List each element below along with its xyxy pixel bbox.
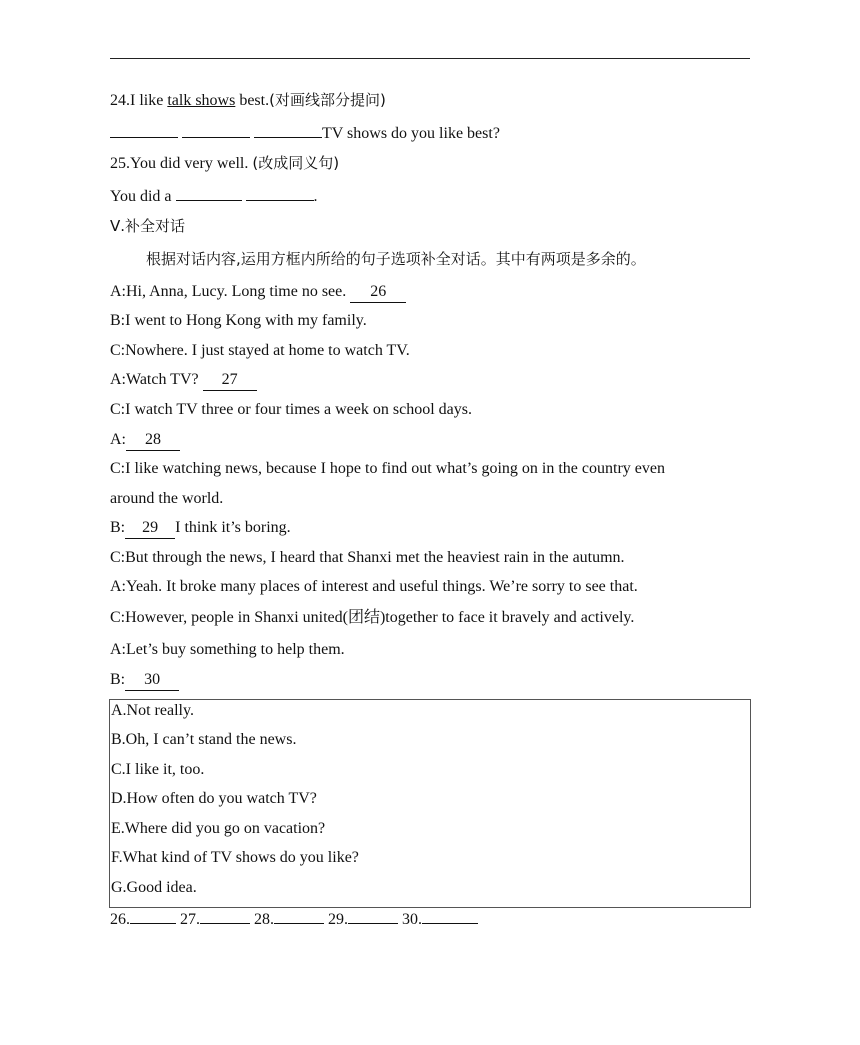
q24-prefix: 24.I like bbox=[110, 92, 168, 109]
blank-30[interactable]: 30 bbox=[125, 670, 179, 691]
dialogue-text: I think it’s boring. bbox=[175, 519, 291, 536]
q24-blank-1[interactable] bbox=[110, 122, 178, 138]
header-rule bbox=[110, 58, 750, 59]
q25-blank-1[interactable] bbox=[176, 185, 242, 201]
answer-blank-27[interactable] bbox=[200, 908, 250, 924]
answer-label-28: 28. bbox=[254, 911, 274, 928]
dialogue-line: B:I went to Hong Kong with my family. bbox=[110, 312, 367, 329]
q24-underlined-phrase: talk shows bbox=[167, 92, 236, 109]
answer-label-30: 30. bbox=[402, 911, 422, 928]
blank-28[interactable]: 28 bbox=[126, 430, 180, 451]
dialogue-text: B: bbox=[110, 671, 126, 688]
dialogue-line bbox=[110, 430, 180, 451]
dialogue-line: C:I watch TV three or four times a week on school days. bbox=[110, 401, 472, 418]
dialogue-line bbox=[110, 370, 257, 391]
option-f: F.What kind of TV shows do you like? bbox=[111, 849, 359, 866]
q24-instruction: (对画线部分提问) bbox=[269, 91, 386, 109]
option-d: D.How often do you watch TV? bbox=[111, 790, 317, 807]
question-25 bbox=[110, 153, 339, 174]
question-24 bbox=[110, 90, 386, 111]
answer-label-27: 27. bbox=[180, 911, 200, 928]
answer-label-26: 26. bbox=[110, 911, 130, 928]
q25-blank-2[interactable] bbox=[246, 185, 314, 201]
section-instruction: 根据对话内容,运用方框内所给的句子选项补全对话。其中有两项是多余的。 bbox=[146, 250, 646, 268]
dialogue-line: C:However, people in Shanxi united(团结)together to face it bravely and actively. bbox=[110, 609, 635, 626]
blank-27[interactable]: 27 bbox=[203, 370, 257, 391]
dialogue-line: A:Let’s buy something to help them. bbox=[110, 641, 345, 658]
answer-label-29: 29. bbox=[328, 911, 348, 928]
option-b: B.Oh, I can’t stand the news. bbox=[111, 731, 297, 748]
q24-suffix: best. bbox=[235, 92, 270, 109]
blank-26[interactable]: 26 bbox=[350, 282, 406, 303]
answer-blank-30[interactable] bbox=[422, 908, 478, 924]
q25-instruction: (改成同义句) bbox=[252, 154, 340, 172]
option-a: A.Not really. bbox=[111, 702, 194, 719]
q25-prompt: 25.You did very well. bbox=[110, 155, 253, 172]
option-c: C.I like it, too. bbox=[111, 761, 205, 778]
dialogue-line: A:Yeah. It broke many places of interest and useful things. We’re sorry to see that. bbox=[110, 578, 638, 595]
dialogue-line: C:But through the news, I heard that Shanxi met the heaviest rain in the autumn. bbox=[110, 549, 625, 566]
q25-answer-end: . bbox=[313, 188, 318, 205]
blank-29[interactable]: 29 bbox=[125, 518, 175, 539]
section-title: Ⅴ.补全对话 bbox=[110, 217, 186, 235]
q24-blank-3[interactable] bbox=[254, 122, 322, 138]
dialogue-line bbox=[110, 670, 179, 691]
dialogue-line: C:I like watching news, because I hope to find out what’s going on in the country even bbox=[110, 460, 665, 477]
q25-answer-line bbox=[110, 185, 318, 207]
q24-blank-2[interactable] bbox=[182, 122, 250, 138]
dialogue-text: A:Watch TV? bbox=[110, 371, 203, 388]
option-e: E.Where did you go on vacation? bbox=[111, 820, 326, 837]
dialogue-line: around the world. bbox=[110, 490, 224, 507]
dialogue-text: A: bbox=[110, 431, 126, 448]
options-box bbox=[109, 699, 751, 908]
answer-blank-26[interactable] bbox=[130, 908, 176, 924]
q25-answer-prefix: You did a bbox=[110, 188, 176, 205]
dialogue-text: A:Hi, Anna, Lucy. Long time no see. bbox=[110, 283, 351, 300]
dialogue-line bbox=[110, 518, 291, 539]
q24-answer-line bbox=[110, 122, 500, 144]
answer-blank-28[interactable] bbox=[274, 908, 324, 924]
q24-answer-suffix: TV shows do you like best? bbox=[322, 125, 500, 142]
dialogue-text: B: bbox=[110, 519, 126, 536]
option-g: G.Good idea. bbox=[111, 879, 197, 896]
dialogue-line bbox=[110, 282, 406, 303]
answer-blank-29[interactable] bbox=[348, 908, 398, 924]
answer-row bbox=[110, 908, 478, 930]
dialogue-line: C:Nowhere. I just stayed at home to watch TV. bbox=[110, 342, 410, 359]
